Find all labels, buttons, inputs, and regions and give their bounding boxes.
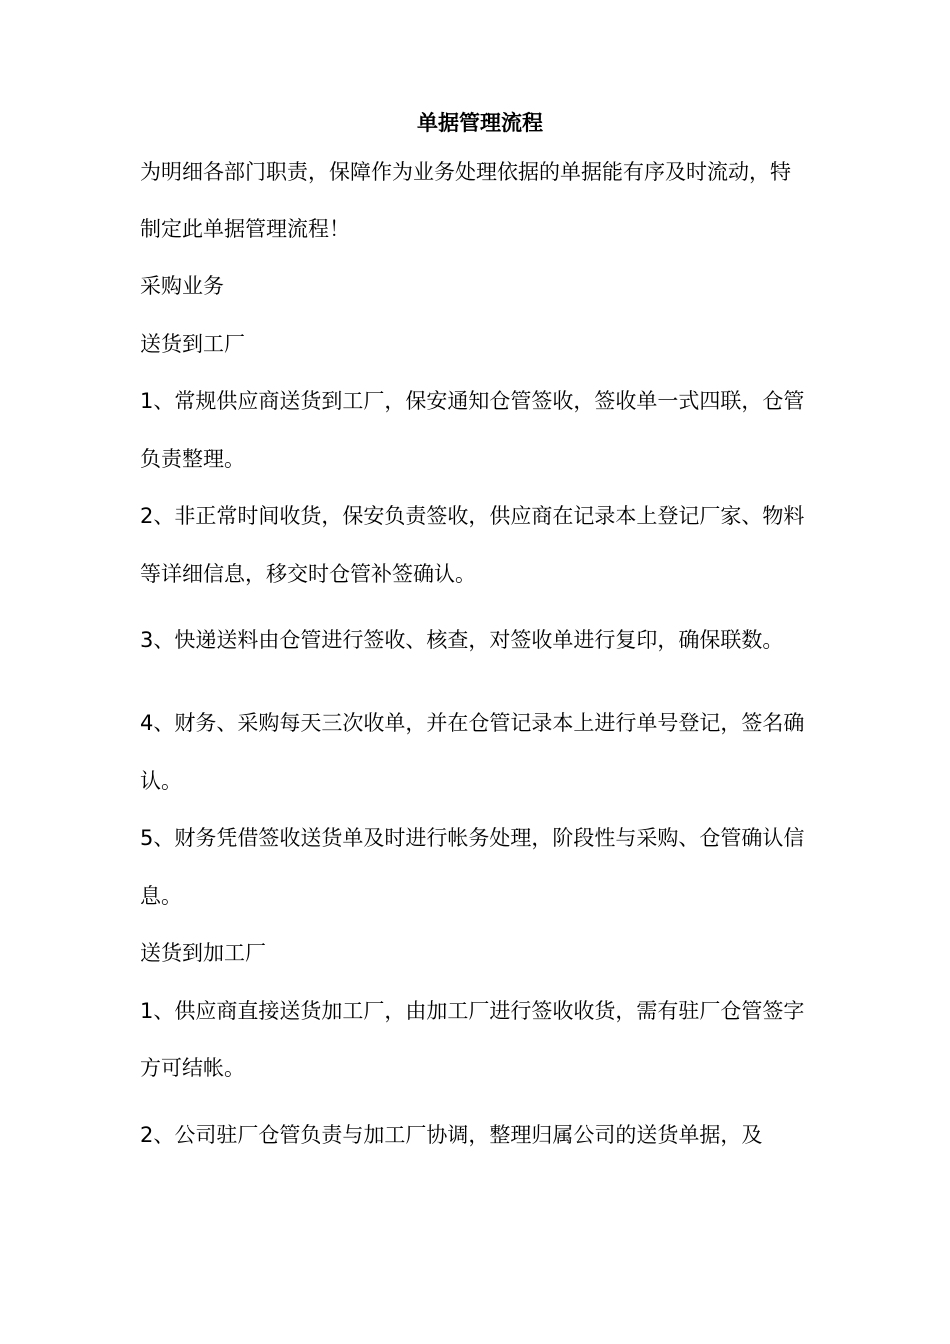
plant-item-2-line-1: 2、公司驻厂仓管负责与加工厂协调，整理归属公司的送货单据，及	[140, 1123, 763, 1147]
section-heading-purchasing: 采购业务	[140, 274, 224, 298]
item-2-line-1: 2、非正常时间收货，保安负责签收，供应商在记录本上登记厂家、物料	[140, 504, 805, 528]
item-2-line-2: 等详细信息，移交时仓管补签确认。	[140, 562, 476, 586]
plant-item-1-line-1: 1、供应商直接送货加工厂，由加工厂进行签收收货，需有驻厂仓管签字	[140, 999, 805, 1023]
item-5-line-2: 息。	[140, 884, 182, 908]
item-4-line-1: 4、财务、采购每天三次收单，并在仓管记录本上进行单号登记，签名确	[140, 711, 805, 735]
item-3-line-1: 3、快递送料由仓管进行签收、核查，对签收单进行复印，确保联数。	[140, 628, 784, 652]
intro-line-2: 制定此单据管理流程！	[140, 217, 350, 241]
subsection-heading-processing-plant: 送货到加工厂	[140, 941, 266, 965]
intro-line-1: 为明细各部门职责，保障作为业务处理依据的单据能有序及时流动，特	[140, 160, 791, 184]
item-1-line-1: 1、常规供应商送货到工厂，保安通知仓管签收，签收单一式四联，仓管	[140, 389, 805, 413]
item-4-line-2: 认。	[140, 769, 182, 793]
plant-item-1-line-2: 方可结帐。	[140, 1056, 245, 1080]
item-5-line-1: 5、财务凭借签收送货单及时进行帐务处理，阶段性与采购、仓管确认信	[140, 826, 805, 850]
subsection-heading-factory-delivery: 送货到工厂	[140, 332, 245, 356]
document-title: 单据管理流程	[417, 111, 543, 135]
item-1-line-2: 负责整理。	[140, 447, 245, 471]
